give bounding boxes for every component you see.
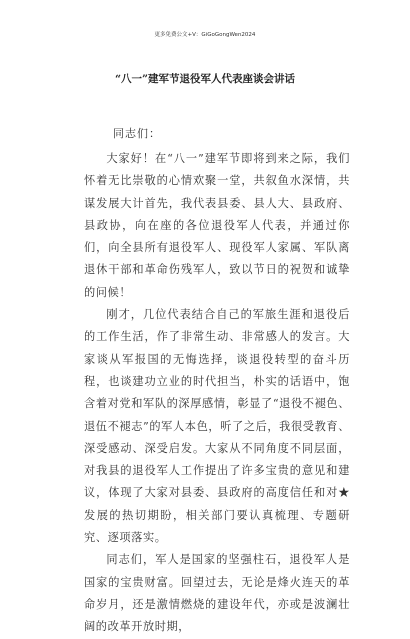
header-note: 更多免费公文+V：GiGoGongWen2024 bbox=[154, 32, 256, 38]
document-title: “八一”建军节退役军人代表座谈会讲话 bbox=[114, 73, 296, 85]
greeting: 同志们： bbox=[113, 127, 161, 140]
body-text bbox=[84, 148, 350, 639]
paragraph-1: 大家好！在“八一”建军节即将到来之际，我们怀着无比崇敬的心情欢聚一堂，共叙鱼水深情，共谋发展大计首先，我代表县委、县人大、县政府、县政协，向在座的各位退役军人代表，并通过你们，向全县所有退役军人、现役军人家属、军队离退休干部和革命伤残军人，致以节日的祝贺和诚挚的问候！ bbox=[84, 152, 350, 299]
paragraph-2: 刚才，几位代表结合自己的军旅生涯和退役后的工作生活，作了非常生动、非常感人的发言。大家谈从军报国的无悔选择，谈退役转型的奋斗历程，也谈建功立业的时代担当，朴实的话语中，饱含着对党和军队的深厚感情，彰显了“退役不褪色、退伍不褪志”的军人本色，听了之后，我很受教育、深受感动、深受启发。大家从不同角度不同层面，对我县的退役军人工作提出了许多宝贵的意见和建议，体现了大家对县委、县政府的高度信任和对★发展的热切期盼，相关部门要认真梳理、专题研究、逐项落实。 bbox=[84, 308, 350, 545]
paragraph-3: 同志们，军人是国家的坚强柱石，退役军人是国家的宝贵财富。回望过去，无论是烽火连天的革命岁月，还是激情燃烧的建设年代，亦或是波澜壮阔的改革开放时期， bbox=[84, 553, 350, 634]
